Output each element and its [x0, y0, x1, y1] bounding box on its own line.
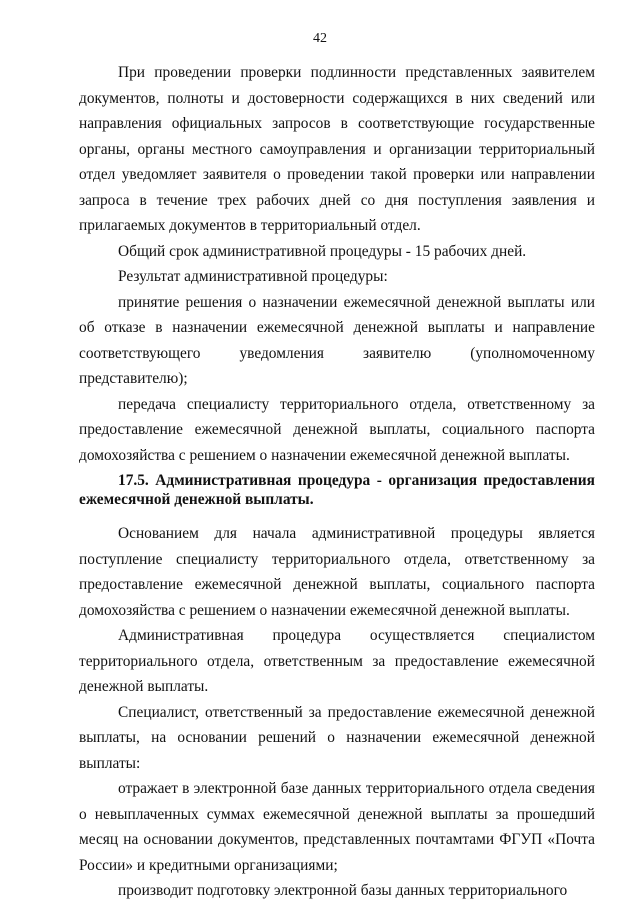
- page-number: 42: [313, 31, 327, 46]
- paragraph-result-transfer: передача специалисту территориального отдела, ответственному за предоставление ежемесячной денежной выплаты, социального паспорта домохозяйства с решением о назначении ежемесячной денежной выплаты.: [79, 395, 595, 464]
- paragraph-specialist-duties: Специалист, ответственный за предоставление ежемесячной денежной выплаты, на основании решений о назначении ежемесячной денежной выплаты:: [79, 703, 595, 772]
- section-heading: 17.5. Административная процедура - организация предоставления ежемесячной денежной выплаты.: [79, 472, 595, 508]
- paragraph-duty-database: производит подготовку электронной базы данных территориального: [118, 882, 568, 899]
- paragraph-result-intro: Результат административной процедуры:: [118, 268, 388, 285]
- paragraph-performer: Административная процедура осуществляется специалистом территориального отдела, ответственным за предоставление ежемесячной денежной выплаты.: [79, 627, 595, 695]
- paragraph-result-decision: принятие решения о назначении ежемесячной денежной выплаты или об отказе в назначении ежемесячной денежной выплаты и направление соответствующего уведомления заявителю (уполномоченному представителю);: [79, 293, 595, 387]
- paragraph-basis: Основанием для начала административной процедуры является поступление специалисту территориального отдела, ответственному за предоставление ежемесячной денежной выплаты, социального паспорта домохозяйства с решением о назначении ежемесячной денежной выплаты.: [79, 525, 595, 619]
- paragraph-duty-record: отражает в электронной базе данных территориального отдела сведения о невыплаченных суммах ежемесячной денежной выплаты за прошедший месяц на основании документов, представленных почтамтами ФГУП «Почта России» и кредитными организациями;: [79, 780, 595, 874]
- paragraph-verification-notice: При проведении проверки подлинности представленных заявителем документов, полноты и достоверности содержащихся в них сведений или направления официальных запросов в соответствующие государственные органы, органы местного самоуправления и организации территориальный отдел уведомляет заявителя о проведении такой проверки или направлении запроса в течение трех рабочих дней со дня поступления заявления и прилагаемых документов в территориальный отдел.: [79, 64, 595, 234]
- paragraph-total-duration: Общий срок административной процедуры - 15 рабочих дней.: [118, 242, 527, 260]
- document-body: [79, 60, 595, 904]
